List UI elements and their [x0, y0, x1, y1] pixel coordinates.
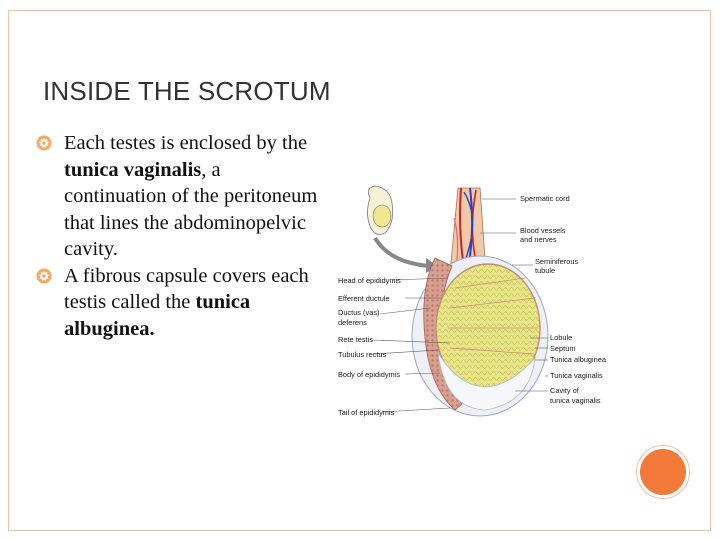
label-rete-testis: Rete testis — [338, 335, 373, 344]
label-seminiferous: Seminiferous — [535, 257, 579, 266]
label-tunica-vaginalis: Tunica vaginalis — [550, 371, 603, 380]
label-tail-of-epididymis: Tail of epididymis — [338, 408, 395, 417]
bullet-list — [36, 130, 326, 342]
label-cavity-tunica-vaginalis: tunica vaginalis — [550, 396, 601, 405]
gear-bullet-icon — [36, 135, 52, 151]
label-and-nerves: and nerves — [520, 235, 557, 244]
label-cavity-of: Cavity of — [550, 386, 579, 395]
inset-sketch — [368, 186, 439, 273]
label-ductus-vas: Ductus (vas) — [338, 308, 380, 317]
label-spermatic-cord: Spermatic cord — [520, 194, 570, 203]
scrotum-anatomy-diagram — [330, 178, 630, 423]
label-deferens: deferens — [338, 318, 367, 327]
label-efferent-ductule: Efferent ductule — [338, 294, 390, 303]
bullet-2-bold: tunica albuginea. — [64, 291, 251, 340]
label-lobule: Lobule — [550, 333, 573, 342]
bullet-2-text: A fibrous capsule covers each testis called the — [64, 264, 309, 313]
bullet-item-2 — [36, 263, 326, 343]
bullet-1-bold: tunica vaginalis — [64, 158, 202, 181]
bullet-1-tail: , a continuation of the peritoneum that lines the abdominopelvic cavity. — [64, 158, 318, 260]
slide-title: INSIDE THE SCROTUM — [43, 76, 331, 106]
gear-bullet-icon — [36, 268, 52, 284]
label-tunica-albuginea: Tunica albuginea — [550, 355, 607, 364]
label-head-of-epididymis: Head of epididymis — [338, 276, 401, 285]
label-tubulus-rectus: Tubulus rectus — [338, 350, 387, 359]
label-blood-vessels: Blood vessels — [520, 226, 566, 235]
label-tubule: tubule — [535, 266, 556, 275]
label-body-of-epididymis: Body of epididymis — [338, 370, 401, 379]
label-septum: Septum — [550, 344, 576, 353]
decorative-orange-circle — [640, 449, 686, 495]
bullet-item-1 — [36, 130, 326, 263]
bullet-1-text: Each testes is enclosed by the — [64, 132, 308, 154]
